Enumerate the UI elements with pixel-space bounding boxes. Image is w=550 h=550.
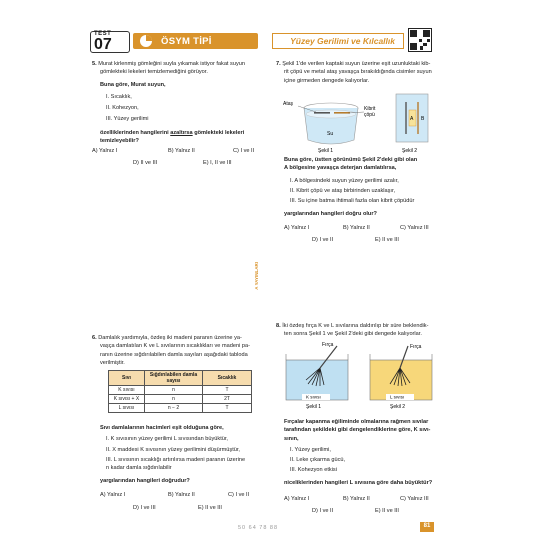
question-8-body [284,418,446,487]
option-c[interactable]: C) Yalnız III [400,225,429,231]
table-row [109,386,252,395]
question-stem: rit çöpü ve metal ataş yavaşça bırakıldığında cisimler suyun [284,69,432,76]
label-liquid: L sıvısı [390,394,405,400]
item: I. A bölgesindeki suyun yüzey gerilimi azalır, [290,177,399,184]
option-a[interactable]: A) Yalnız I [92,148,118,154]
question-8 [276,322,444,339]
question-lead: Buna göre, üstten görünümü Şekil 2'deki gibi olan [284,157,418,163]
question-lead: Sıvı damlalarının hacimleri eşit olduğuna göre, [100,425,224,431]
question-text: özelliklerinden hangilerini [100,129,171,136]
option-e[interactable]: E) II ve III [198,505,222,511]
option-a[interactable]: A) Yalnız I [100,492,126,498]
caption: Şekil 2 [402,148,418,154]
exam-title: ÖSYM TİPİ [133,33,258,49]
question-stem: verilmiştir. [100,359,125,366]
question-text: temizleyebilir? [100,138,139,145]
table-cell: K sıvısı [109,386,145,395]
question-text: yargılarından hangileri doğru olur? [284,211,377,218]
item: II. X maddesi K sıvısının yüzey gerilimini düşürmüştür, [106,446,240,453]
question-stem: Damlalık yardımıyla, özdeş iki madeni paranın üzerine ya- [98,335,242,341]
item: II. Kohezyon, [106,105,139,112]
label-brush: Fırça [410,344,422,350]
option-e[interactable]: E) I, II ve III [203,160,232,166]
table-header: Sığdırılabilen damla sayısı [145,371,203,386]
option-d[interactable]: D) I ve III [133,505,156,511]
test-label: TEST [94,31,112,37]
item: I. Yüzey gerilimi, [290,446,331,453]
label-b: B [421,116,425,122]
question-keyword: azaltırsa [170,129,193,136]
table-row [109,395,252,404]
footer-page-numbers: 50 64 78 88 [238,525,279,531]
question-7-body [284,156,444,219]
question-6 [92,334,264,367]
item: I. K sıvısının yüzey gerilimi L sıvısından büyüktür, [106,436,228,443]
qr-code-icon[interactable] [408,28,432,52]
question-7 [276,60,444,85]
question-number: 7. [276,61,281,67]
item: II. Kibrit çöpü ve ataş birbirinden uzaklaşır, [290,187,396,194]
table-cell: T [203,404,252,413]
option-d[interactable]: D) II ve III [133,160,158,166]
page-number: 81 [420,522,434,532]
option-c[interactable]: C) I ve II [228,492,250,498]
option-c[interactable]: C) I ve II [233,148,255,154]
question-number: 8. [276,323,281,329]
question-number: 6. [92,335,97,341]
item: II. Leke çıkarma gücü, [290,457,346,464]
option-d[interactable]: D) I ve II [312,508,334,514]
question-lead: Fırçalar kapanma eğiliminde olmalarına rağmen sıvılar [284,419,429,425]
option-d[interactable]: D) I ve II [312,237,334,243]
label-brush: Fırça [322,342,334,348]
caption: Şekil 2 [390,404,406,410]
option-a[interactable]: A) Yalnız I [284,496,310,502]
figure-7 [278,92,438,154]
clock-icon [140,35,152,47]
matchstick [334,112,350,114]
caption: Şekil 1 [318,148,334,154]
question-stem: gömlekteki lekeleri temizlemediğini görüyor. [100,69,208,76]
option-b[interactable]: B) Yalnız II [168,148,195,154]
publisher-side-label: A YAYINLARI [254,262,259,290]
option-a[interactable]: A) Yalnız I [284,225,310,231]
question-stem: ten sonra Şekil 1 ve Şekil 2'deki gibi dengede kalıyorlar. [284,331,422,338]
question-lead: A bölgesine yavaşça deterjan damlatılırsa, [284,165,397,172]
item: I. Sıcaklık, [106,93,132,100]
label-kibrit: Kibrit [364,106,376,112]
question-lead: tarafından şekildeki gibi dengelendiklerine göre, K sıvı- [284,427,431,434]
table-cell: L sıvısı [109,404,145,413]
question-stem: içine girmeden dengede kalıyorlar. [284,77,370,84]
table-header: Sıcaklık [203,371,252,386]
question-text: yargılarından hangileri doğrudur? [100,478,190,485]
question-stem: ranın üzerine sığdırılabilen damla sayıları aşağıdaki tabloda [100,351,248,358]
question-text: niceliklerinden hangileri L sıvısına göre daha büyüktür? [284,479,433,486]
question-stem: vaşça damlatılan K ve L sıvılarının sıcaklıkları ve madeni pa- [100,343,250,350]
table-cell: n − 2 [145,404,203,413]
topic-title: Yüzey Gerilimi ve Kılcallık [272,33,404,49]
option-c[interactable]: C) Yalnız III [400,496,429,502]
table-cell: n [145,395,203,404]
table-header: Sıvı [109,371,145,386]
option-b[interactable]: B) Yalnız II [343,496,370,502]
item: III. Kohezyon etkisi [290,467,337,474]
question-number: 5. [92,61,97,67]
option-e[interactable]: E) II ve III [375,508,399,514]
figure-8 [282,340,442,412]
label-atas: Ataş [283,101,294,107]
label-su: Su [327,131,334,137]
item: III. L sıvısının sıcaklığı artırılırsa madeni paranın üzerine [106,456,246,463]
item: n kadar damla sığdırılabilir [106,465,172,472]
item: III. Yüzey gerilimi [106,116,149,123]
question-lead: sının, [284,435,299,442]
table-cell: n [145,386,203,395]
label-copu: çöpü [364,112,375,118]
test-number: 07 [94,36,112,53]
question-6-body [100,424,270,486]
data-table [108,370,252,413]
item: III. Su içine batma ihtimali fazla olan kibrit çöpüdür [290,198,415,205]
question-lead: Buna göre, Murat suyun, [100,81,166,88]
option-b[interactable]: B) Yalnız II [343,225,370,231]
question-stem: Murat kirlenmiş gömleğini suyla yıkamak istiyor fakat suyun [98,61,245,67]
label-a: A [410,116,414,122]
question-stem: İki özdeş fırça K ve L sıvılarına daldırılıp bir süre beklendik- [282,323,429,329]
caption: Şekil 1 [306,404,322,410]
label-liquid: K sıvısı [306,394,321,400]
table-row [109,404,252,413]
table-cell: T [203,386,252,395]
question-stem: Şekil 1'de verilen kaptaki suyun üzerine eşit uzunluktaki kib- [282,61,431,67]
table-cell: K sıvısı + X [109,395,145,404]
question-text: gömlekteki lekeleri [192,129,245,136]
option-e[interactable]: E) II ve III [375,237,399,243]
paper-clip [314,112,330,114]
question-5 [92,60,262,145]
table-cell: 2T [203,395,252,404]
option-b[interactable]: B) Yalnız II [168,492,195,498]
